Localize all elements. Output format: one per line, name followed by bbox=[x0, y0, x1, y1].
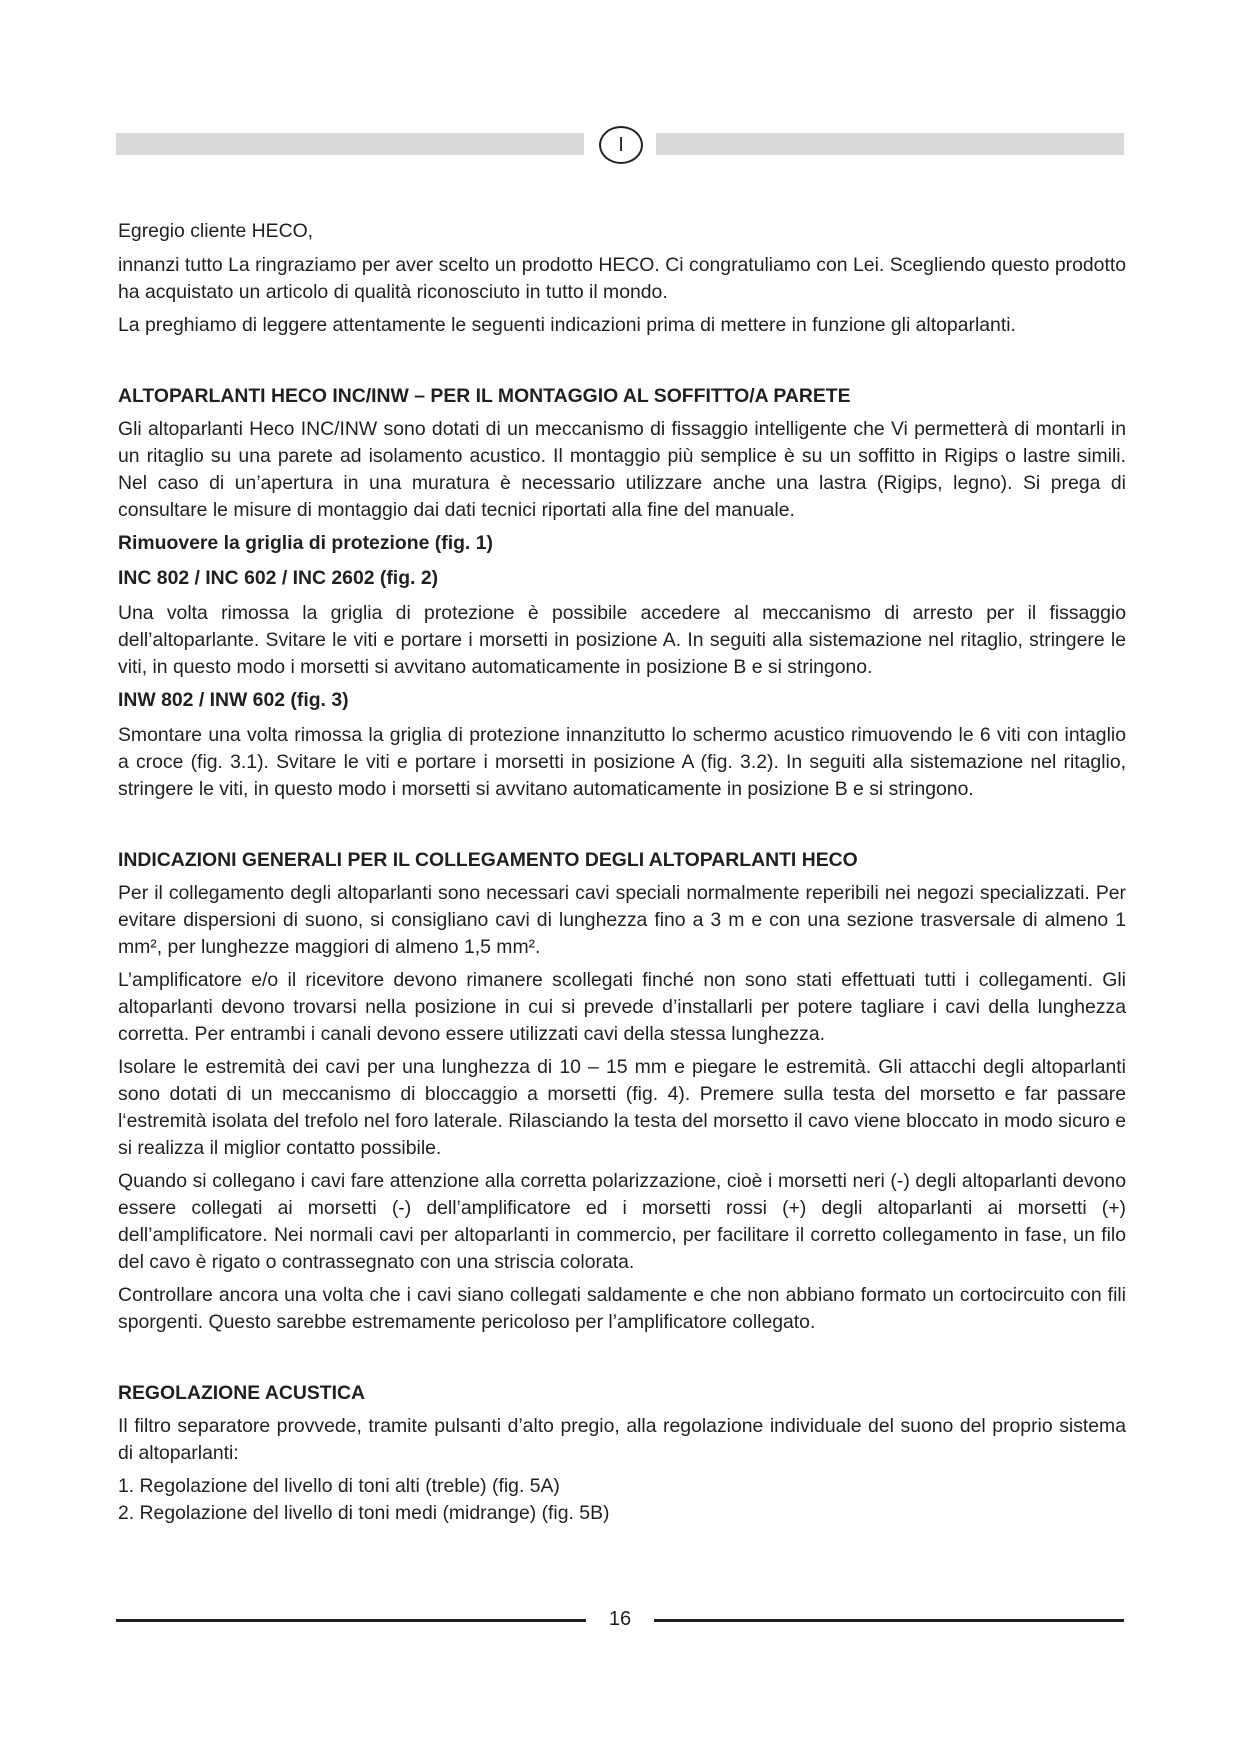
connection-paragraph: L’amplificatore e/o il ricevitore devono rimanere scollegati finché non sono stati effettuati tutti i collegamenti. Gli altoparlanti devono trovarsi nella posizione in cui si prevede d’installarli per potere tagliare i cavi della lunghezza corretta. Per entrambi i canali devono essere utilizzati cavi della stessa lunghezza. bbox=[118, 969, 1126, 1045]
inw-paragraph: Smontare una volta rimossa la griglia di protezione innanzitutto lo schermo acustico rimuovendo le 6 viti con intaglio a croce (fig. 3.1). Svitare le viti e portare i morsetti in posizione A (fig. 3.2). In seguiti alla sistemazione nel ritaglio, stringere le viti, in questo modo i morsetti si avvitano automaticamente in posizione B e si stringono. bbox=[118, 724, 1126, 800]
footer-rule-left bbox=[116, 1619, 586, 1622]
section-heading-acoustic: REGOLAZIONE ACUSTICA bbox=[118, 1382, 366, 1404]
connection-paragraph: Controllare ancora una volta che i cavi siano collegati saldamente e che non abbiano formato un cortocircuito con fili sporgenti. Questo sarebbe estremamente pericoloso per l’amplificatore collegato. bbox=[118, 1284, 1126, 1333]
section-heading-mounting: ALTOPARLANTI HECO INC/INW – PER IL MONTAGGIO AL SOFFITTO/A PARETE bbox=[118, 385, 851, 407]
acoustic-list bbox=[118, 1473, 1126, 1527]
language-badge-label: I bbox=[618, 134, 624, 156]
page-number: 16 bbox=[608, 1608, 632, 1630]
language-badge bbox=[599, 126, 643, 164]
footer-rule-right bbox=[654, 1619, 1124, 1622]
mounting-paragraph: Gli altoparlanti Heco INC/INW sono dotati di un meccanismo di fissaggio intelligente che Vi permetterà di montarli in un ritaglio su una parete ad isolamento acustico. Il montaggio più semplice è su un soffitto in Rigips o lastre simili. Nel caso di un’apertura in una muratura è necessario utilizzare anche una lastra (Rigips, legno). Si prega di consultare le misure di montaggio dai dati tecnici riportati alla fine del manuale. bbox=[118, 418, 1126, 521]
header-bar-right bbox=[656, 133, 1124, 155]
intro-paragraph: La preghiamo di leggere attentamente le seguenti indicazioni prima di mettere in funzione gli altoparlanti. bbox=[118, 314, 1016, 336]
connection-paragraph: Quando si collegano i cavi fare attenzione alla corretta polarizzazione, cioè i morsetti neri (-) degli altoparlanti devono essere collegati ai morsetti (-) dell’amplificatore ed i morsetti rossi (+) degli altoparlanti ai morsetti (+) dell’amplificatore. Nei normali cavi per altoparlanti in commercio, per facilitare il corretto collegamento in fase, un filo del cavo è rigato o contrassegnato con una striscia colorata. bbox=[118, 1170, 1126, 1273]
intro-paragraph: innanzi tutto La ringraziamo per aver scelto un prodotto HECO. Ci congratuliamo con Lei. Scegliendo questo prodotto ha acquistato un articolo di qualità riconosciuto in tutto il mondo. bbox=[118, 254, 1126, 303]
inc-paragraph: Una volta rimossa la griglia di protezione è possibile accedere al meccanismo di arresto per il fissaggio dell’altoparlante. Svitare le viti e portare i morsetti in posizione A. In seguiti alla sistemazione nel ritaglio, stringere le viti, in questo modo i morsetti si avvitano automaticamente in posizione B e si stringono. bbox=[118, 602, 1126, 678]
salutation: Egregio cliente HECO, bbox=[118, 220, 314, 242]
subheading-remove-grille: Rimuovere la griglia di protezione (fig. 1) bbox=[118, 532, 493, 554]
subheading-inc: INC 802 / INC 602 / INC 2602 (fig. 2) bbox=[118, 567, 439, 589]
connection-paragraph: Per il collegamento degli altoparlanti sono necessari cavi speciali normalmente reperibili nei negozi specializzati. Per evitare dispersioni di suono, si consigliano cavi di lunghezza fino a 3 m e con una sezione trasversale di almeno 1 mm², per lunghezze maggiori di almeno 1,5 mm². bbox=[118, 882, 1126, 958]
connection-paragraph: Isolare le estremità dei cavi per una lunghezza di 10 – 15 mm e piegare le estremità. Gli attacchi degli altoparlanti sono dotati di un meccanismo di bloccaggio a morsetti (fig. 4). Premere sulla testa del morsetto e far passare l‘estremità isolata del trefolo nel foro laterale. Rilasciando la testa del morsetto il cavo viene bloccato in modo sicuro e si realizza il miglior contatto possibile. bbox=[118, 1056, 1126, 1159]
section-heading-connection: INDICAZIONI GENERALI PER IL COLLEGAMENTO DEGLI ALTOPARLANTI HECO bbox=[118, 849, 858, 871]
list-item: 2. Regolazione del livello di toni medi (midrange) (fig. 5B) bbox=[118, 1502, 610, 1524]
acoustic-paragraph: Il filtro separatore provvede, tramite pulsanti d’alto pregio, alla regolazione individuale del suono del proprio sistema di altoparlanti: bbox=[118, 1415, 1126, 1464]
subheading-inw: INW 802 / INW 602 (fig. 3) bbox=[118, 689, 349, 711]
header-bar-left bbox=[116, 133, 584, 155]
page-content bbox=[118, 218, 1126, 1527]
list-item: 1. Regolazione del livello di toni alti (treble) (fig. 5A) bbox=[118, 1475, 560, 1497]
